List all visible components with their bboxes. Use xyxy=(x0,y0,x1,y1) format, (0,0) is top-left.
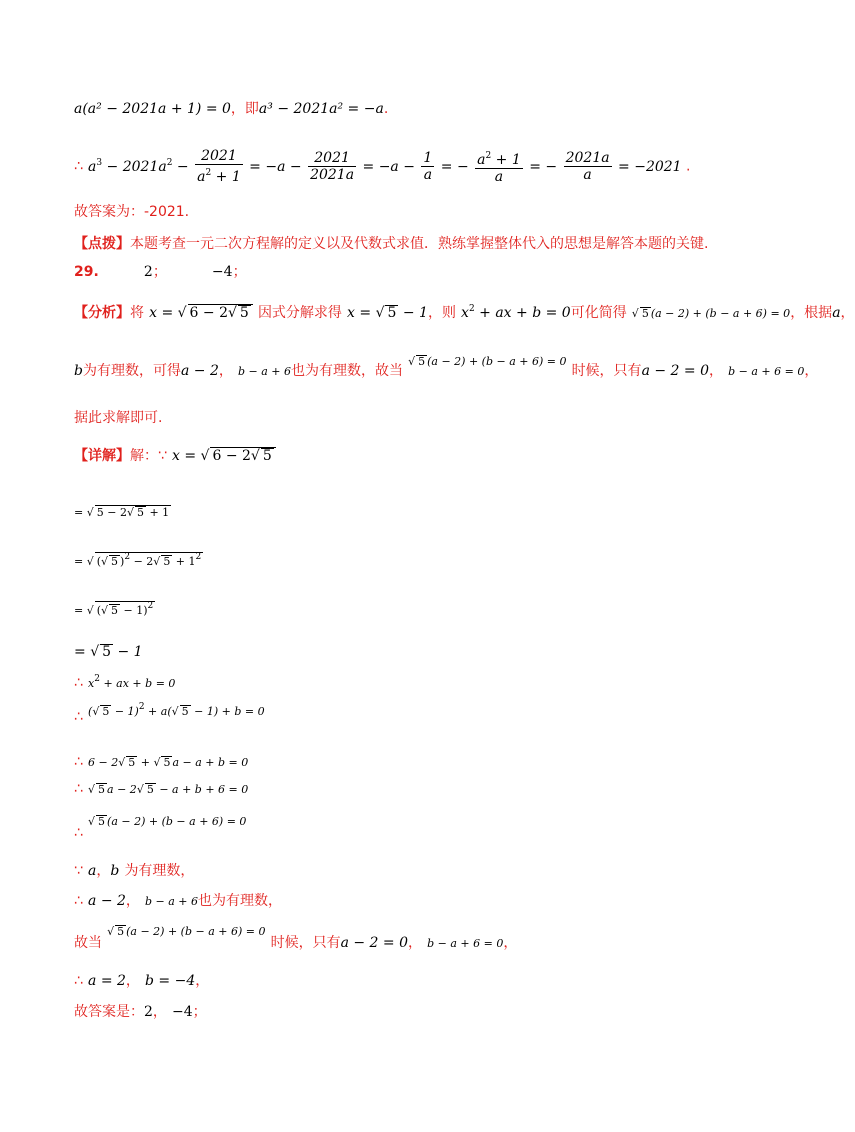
because-symbol-2: ∵ xyxy=(74,863,83,879)
semicolon-1: ； xyxy=(152,264,167,280)
gudang-text: 故当 xyxy=(74,935,102,951)
fenxi2-text-rational: 为有理数，可得 xyxy=(82,363,181,379)
final-answer-line xyxy=(74,1003,207,1019)
fenxi-text-genju: ，根据 xyxy=(790,305,833,321)
step-13 xyxy=(74,972,209,988)
step-1: = √ 5 − 2√ 5 + 1 xyxy=(74,506,170,519)
xiangjie-line xyxy=(74,447,276,463)
math-a-cubic: a³ − 2021a² = −a xyxy=(258,101,384,117)
answer-value-2: −4 xyxy=(211,264,233,280)
math-b-eq-0: b − a + 6 = 0 xyxy=(728,365,805,378)
line-equation-2 xyxy=(74,148,690,185)
final-end: ； xyxy=(192,1004,207,1020)
question-number: 29. xyxy=(74,264,99,280)
therefore-symbol-5: ∴ xyxy=(74,781,83,797)
fenxi-text-jiang: 将 xyxy=(130,305,144,321)
final-comma: ， xyxy=(152,1004,167,1020)
final-answer-v1: 2 xyxy=(144,1004,153,1020)
therefore-symbol-8: ∴ xyxy=(74,973,83,989)
step-4: = √ 5 − 1 xyxy=(74,644,143,660)
therefore-symbol-6: ∴ xyxy=(74,825,83,841)
also-rational-text: 也为有理数， xyxy=(198,893,283,909)
math-substituted-eq: (√ 5 − 1)2 + a(√ 5 − 1) + b = 0 xyxy=(88,702,265,718)
var-b-2: b xyxy=(110,863,120,879)
xiangjie-tag: 【详解】 xyxy=(74,448,130,464)
fenxi-text-factor: 因式分解求得 xyxy=(257,305,342,321)
math-simplified-eq: √ 5 (a − 2) + (b − a + 6) = 0 xyxy=(631,307,791,320)
math-quadratic-eq-2: $x^2$ + ax + b = 0 xyxy=(88,674,176,690)
math-b-minus-a-plus-6: b − a + 6 xyxy=(237,365,291,378)
math-x-value: x = √ 5 − 1 xyxy=(347,305,428,321)
question-29-line xyxy=(74,263,247,279)
dianbo-text: 本题考查一元二次方程解的定义以及代数式求值．熟练掌握整体代入的思想是解答本题的关键. xyxy=(130,236,709,252)
var-a-2: a xyxy=(88,863,97,879)
step12-comma: ， xyxy=(408,935,423,951)
math-grouped-eq: √ 5 (a − 2) + (b − a + 6) = 0 xyxy=(88,815,247,828)
fenxi-line-2 xyxy=(74,355,819,379)
fenxi-line-1 xyxy=(74,304,855,320)
math-final-a: a = 2 xyxy=(88,973,126,989)
answer-value-1: 2 xyxy=(143,264,153,280)
step12-comma-2: ， xyxy=(503,935,518,951)
var-b: b xyxy=(74,363,83,379)
ab-rational-text: 为有理数， xyxy=(124,863,195,879)
fenxi-text-simplify: 可化简得 xyxy=(570,305,627,321)
fenxi-tag: 【分析】 xyxy=(74,305,130,321)
ab-comma: ， xyxy=(96,863,111,879)
math-quadratic-eq: $x^2$ + ax + b = 0 xyxy=(461,304,571,321)
step-11 xyxy=(74,892,282,908)
math-rearranged-eq: √ 5 a − 2√ 5 − a + b + 6 = 0 xyxy=(88,783,249,796)
dianbo-line xyxy=(74,235,708,251)
step-5 xyxy=(74,674,175,690)
step-6 xyxy=(74,702,265,725)
step-8 xyxy=(74,780,248,796)
math-simplified-eq-2: √ 5 (a − 2) + (b − a + 6) = 0 xyxy=(408,355,567,368)
step11-comma: ， xyxy=(125,893,140,909)
math-b-minus-a-plus-6-2: b − a + 6 xyxy=(145,895,199,908)
fenxi2-comma-2: ， xyxy=(709,363,723,379)
step-12 xyxy=(74,925,518,951)
math-a-minus-2-eq-0: a − 2 = 0 xyxy=(641,363,709,379)
therefore-symbol-4: ∴ xyxy=(74,754,83,770)
math-fraction-chain: $a^3 - 2021a^2$ − $\frac{2021}{a^2 + 1}$ = −a − $\frac{2021}{2021a}$ = −a − $\frac{1}{a}$ = − $\frac{a^2 + 1}{a}$ = − $\frac{2021a}{a}$ = −2021 xyxy=(88,148,687,185)
math-a-minus-2-eq-0-2: a − 2 = 0 xyxy=(340,935,409,951)
math-b-eq-0-2: b − a + 6 = 0 xyxy=(427,937,504,950)
step13-comma-2: ， xyxy=(195,973,210,989)
fenxi2-text-shihou: 时候，只有 xyxy=(571,363,642,379)
dianbo-tag: 【点拨】 xyxy=(74,236,130,252)
math-x-def: x = √ 6 − 2√ 5 xyxy=(149,305,253,321)
therefore-symbol-7: ∴ xyxy=(74,893,83,909)
xiangjie-jie: 解： xyxy=(130,448,158,464)
therefore-symbol-3: ∴ xyxy=(74,709,83,725)
text-period-2: . xyxy=(686,158,691,175)
math-final-b: b = −4 xyxy=(145,973,196,989)
math-expanded-eq: 6 − 2√ 5 + √ 5 a − a + b = 0 xyxy=(88,756,249,769)
var-a: a xyxy=(832,305,841,321)
therefore-symbol: ∴ xyxy=(74,158,83,175)
math-x-def-2: x = √ 6 − 2√ 5 xyxy=(172,448,276,464)
fenxi-text-ze: ，则 xyxy=(427,305,456,321)
therefore-symbol-2: ∴ xyxy=(74,675,83,691)
math-a-minus-2: a − 2 xyxy=(180,363,219,379)
fenxi2-text-also: 也为有理数，故当 xyxy=(290,363,403,379)
math-a-quadratic: a(a² − 2021a + 1) = 0 xyxy=(74,101,231,117)
step-3: = √ (√ 5 − 1)$^2$ xyxy=(74,601,154,617)
step-9 xyxy=(74,812,247,841)
step-2: = √ (√ 5 )$^2$ − 2√ $5 + 1^2$ xyxy=(74,552,202,568)
text-ji: ，即 xyxy=(230,101,259,117)
step-10 xyxy=(74,862,194,878)
shihou-text: 时候，只有 xyxy=(270,935,341,951)
fenxi-line-3: 据此求解即可. xyxy=(74,410,163,426)
math-grouped-eq-2: √ 5 (a − 2) + (b − a + 6) = 0 xyxy=(107,925,266,938)
fenxi2-end: ， xyxy=(804,363,819,379)
fenxi2-comma: ， xyxy=(218,363,233,379)
because-symbol: ∵ xyxy=(158,448,167,464)
step-7 xyxy=(74,753,248,769)
final-answer-label: 故答案是： xyxy=(74,1004,144,1020)
fenxi-comma: ， xyxy=(840,305,855,321)
line-equation-1 xyxy=(74,100,388,116)
semicolon-2: ； xyxy=(232,264,247,280)
math-a-minus-2-2: a − 2 xyxy=(88,893,126,909)
final-answer-v2: −4 xyxy=(172,1004,193,1020)
step13-comma: ， xyxy=(125,973,140,989)
answer-line-1: 故答案为：-2021. xyxy=(74,204,190,220)
text-period: . xyxy=(383,101,389,117)
